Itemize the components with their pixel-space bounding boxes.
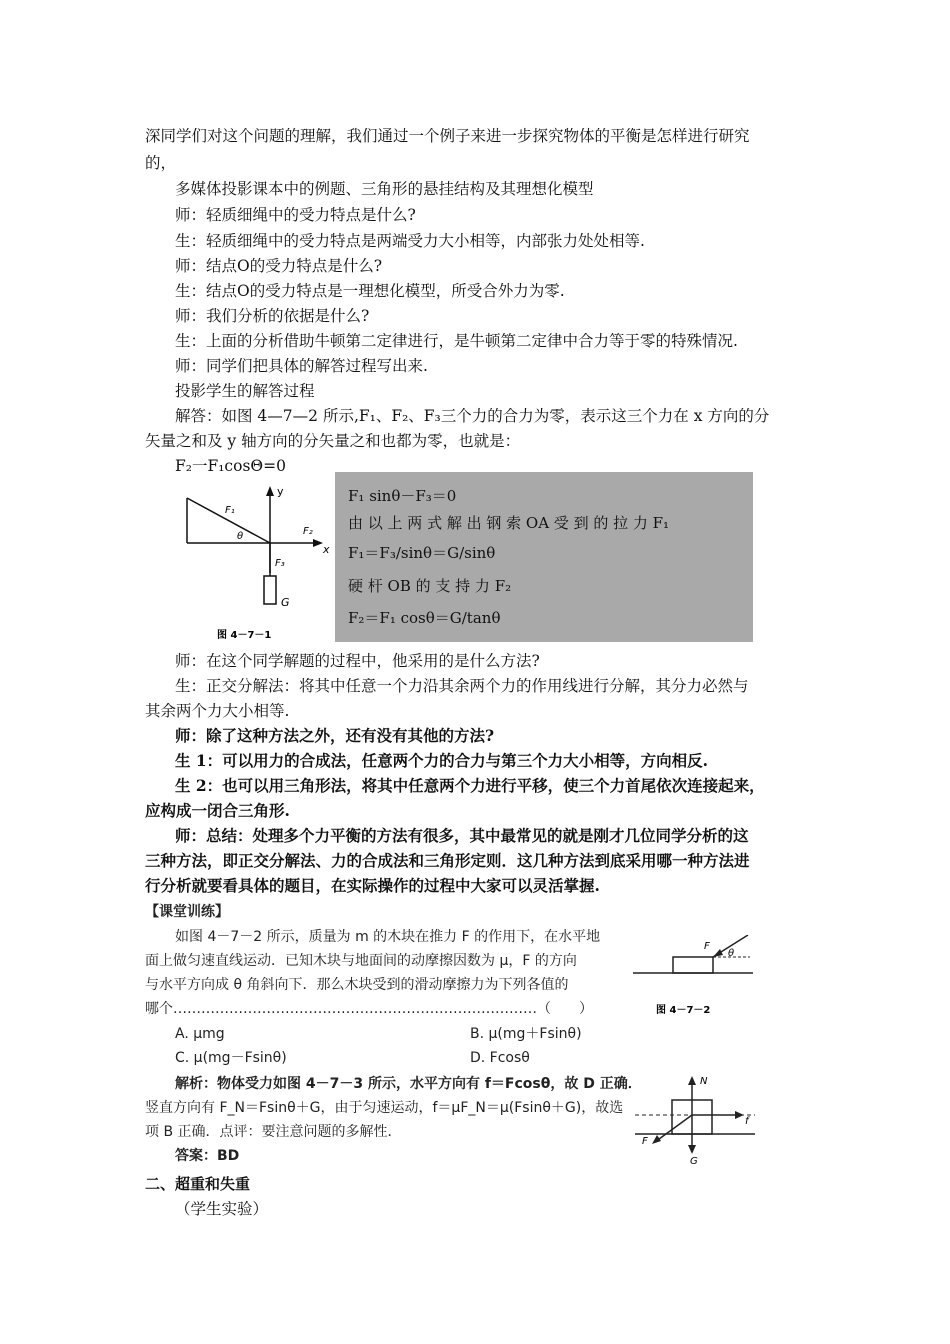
bold-paragraph: 行分析就要看具体的题目，在实际操作的过程中大家可以灵活掌握.	[145, 876, 600, 895]
answer: 答案：BD	[175, 1148, 240, 1164]
figure-4-7-3	[630, 1070, 760, 1165]
paragraph: 生：上面的分析借助牛顿第二定律进行，是牛顿第二定律中合力等于零的特殊情况.	[175, 332, 738, 350]
paragraph: 的，	[145, 154, 177, 172]
paragraph: 矢量之和及 y 轴方向的分矢量之和也都为零，也就是：	[145, 432, 521, 450]
figure-4-7-1	[175, 478, 335, 648]
f-label: F	[704, 941, 710, 952]
analysis-line: 解析：物体受力如图 4－7－3 所示，水平方向有 f＝Fcosθ，故 D 正确．	[175, 1076, 642, 1092]
paragraph: 生：轻质细绳中的受力特点是两端受力大小相等，内部张力处处相等.	[175, 232, 645, 250]
paragraph: 师：结点O的受力特点是什么?	[175, 257, 383, 275]
question-line: 如图 4－7－2 所示，质量为 m 的木块在推力 F 的作用下，在水平地	[175, 929, 601, 945]
classroom-training	[145, 900, 642, 1170]
paragraph: 师：轻质细绳中的受力特点是什么?	[175, 206, 416, 224]
paragraph: 师：我们分析的依据是什么?	[175, 307, 370, 325]
paragraph: 生：正交分解法：将其中任意一个力沿其余两个力的作用线进行分解，其分力必然与	[175, 677, 749, 695]
formula-line: F₁ sinθ－F₃＝0	[348, 487, 457, 505]
f-friction-label: f	[745, 1116, 749, 1127]
question-line: 哪个……………………………………………………………………（ ）	[145, 1001, 593, 1017]
f2-label: F₂	[303, 526, 313, 537]
bold-paragraph: 生 1：可以用力的合成法，任意两个力的合力与第三个力大小相等，方向相反.	[175, 751, 709, 770]
figure-caption: 图 4－7－1	[217, 630, 272, 641]
option-a: A. μmg	[175, 1026, 225, 1042]
f-push-label: F	[642, 1136, 648, 1147]
paragraph: 解答：如图 4—7—2 所示,F₁、F₂、F₃三个力的合力为零，表示这三个力在 x 方向的分	[175, 407, 770, 425]
equation-line: F₂一F₁cosΘ=0	[175, 457, 286, 475]
formula-line: F₂＝F₁ cosθ＝G/tanθ	[348, 609, 501, 627]
f3-label: F₃	[275, 558, 285, 569]
paragraph: 生：结点O的受力特点是一理想化模型，所受合外力为零.	[175, 282, 565, 300]
option-d: D. Fcosθ	[470, 1050, 530, 1066]
f1-label: F₁	[225, 505, 235, 516]
question-line: 面上做匀速直线运动．已知木块与地面间的动摩擦因数为 μ，F 的方向	[145, 953, 577, 969]
bold-paragraph: 应构成一闭合三角形.	[145, 801, 290, 820]
formula-box	[335, 472, 753, 642]
option-b: B. μ(mg＋Fsinθ)	[470, 1026, 582, 1042]
formula-line: 由 以 上 两 式 解 出 钢 索 OA 受 到 的 拉 力 F₁	[348, 514, 670, 532]
bold-paragraph: 生 2：也可以用三角形法，将其中任意两个力进行平移，使三个力首尾依次连接起来，	[175, 776, 765, 795]
theta-label: θ	[728, 948, 735, 959]
bold-paragraph: 师：除了这种方法之外，还有没有其他的方法?	[175, 726, 495, 745]
bold-paragraph: 三种方法，即正交分解法、力的合成法和三角形定则．这几种方法到底采用哪一种方法进	[145, 851, 750, 870]
paragraph: 其余两个力大小相等.	[145, 702, 290, 720]
figure-caption: 图 4－7－2	[656, 1005, 711, 1016]
paragraph: 多媒体投影课本中的例题、三角形的悬挂结构及其理想化模型	[175, 180, 594, 198]
n-label: N	[700, 1076, 708, 1087]
formula-line: F₁＝F₃/sinθ＝G/sinθ	[348, 544, 496, 562]
analysis-line: 竖直方向有 F_N＝Fsinθ＋G，由于匀速运动，f＝μF_N＝μ(Fsinθ＋G)，故选	[145, 1100, 624, 1116]
y-axis-label: y	[277, 485, 284, 498]
paragraph: 师：在这个同学解题的过程中，他采用的是什么方法?	[175, 652, 540, 670]
figure-4-7-2	[628, 935, 758, 1025]
option-c: C. μ(mg－Fsinθ)	[175, 1050, 287, 1066]
paragraph: 师：同学们把具体的解答过程写出来.	[175, 357, 428, 375]
section-note: （学生实验）	[175, 1200, 269, 1218]
g-label: G	[690, 1156, 698, 1165]
paragraph: 投影学生的解答过程	[175, 382, 315, 400]
paragraph: 深同学们对这个问题的理解，我们通过一个例子来进一步探究物体的平衡是怎样进行研究	[145, 127, 750, 145]
theta-label: θ	[237, 531, 244, 542]
g-label: G	[281, 596, 290, 609]
question-line: 与水平方向成 θ 角斜向下．那么木块受到的滑动摩擦力为下列各值的	[145, 977, 569, 993]
section-title: 二、超重和失重	[145, 1175, 251, 1193]
bold-paragraph: 师：总结：处理多个力平衡的方法有很多，其中最常见的就是刚才几位同学分析的这	[175, 826, 749, 845]
training-heading: 【课堂训练】	[145, 904, 229, 920]
x-axis-label: x	[323, 543, 330, 556]
analysis-line: 项 B 正确．点评：要注意问题的多解性．	[145, 1124, 402, 1140]
formula-line: 硬 杆 OB 的 支 持 力 F₂	[348, 577, 512, 595]
